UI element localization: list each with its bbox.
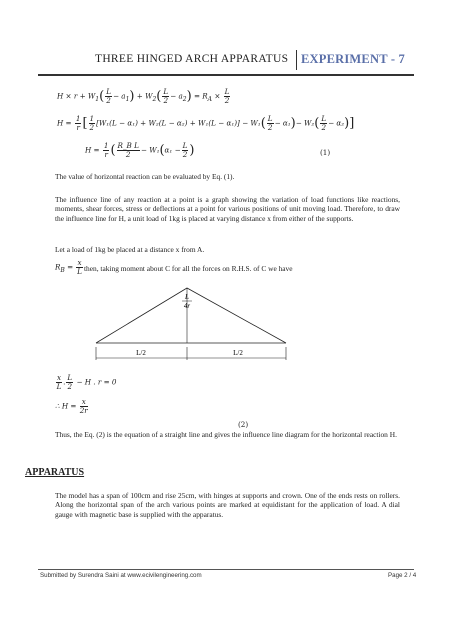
- paragraph-apparatus: The model has a span of 100cm and rise 25cm, with hinges at supports and crown. One of the ends rests on rollers. Along the horizontal span of the arch various points are marked at equidistant for the application of load. A dial gauge with magnetic base is supplied with the apparatus.: [55, 491, 400, 519]
- footer-submitted-by: Submitted by Surendra Saini at www.ecivilengineering.com: [40, 572, 202, 579]
- peak-numerator: L: [185, 293, 189, 301]
- experiment-label: EXPERIMENT - 7: [301, 52, 405, 66]
- equation-2: ∴ H = $\frac{x}{2r}$: [55, 397, 88, 415]
- header-rule: [38, 74, 414, 76]
- equation-horizontal-reaction-expanded: H = $\frac{1}{r}$ [ $\frac{1}{2}$ [W₁(L − α₁) + W₂(L − α₂) + W₁(L − α₁)] − W₁( $\frac{L}{2}$ − α₁)− W₂( $\frac{L}{2}$ − α₂)]: [57, 114, 355, 132]
- equation-1: H = $\frac{1}{r}$ ( $\frac{\text{R\_B L}}{2}$ − W₁(α₁ − $\frac{L}{2}$ ): [85, 141, 195, 159]
- page-number: Page 2 / 4: [388, 572, 417, 579]
- paragraph-load-position: Let a load of 1kg be placed at a distance x from A.: [55, 245, 205, 254]
- paragraph-influence-line: The influence line of any reaction at a point is a graph showing the variation of load functions like reactions, moments, shear forces, stress or deflections at a point for various positions of unit moving load. Therefore, to draw the influence line for H, a unit load of 1kg is placed at varying distance x from either of the supports.: [55, 195, 400, 223]
- equation-1-label: (1): [320, 148, 331, 157]
- page-header-title: THREE HINGED ARCH APPARATUS: [95, 53, 289, 65]
- paragraph-moment-about-c: then, taking moment about C for all the forces on R.H.S. of C we have: [84, 264, 293, 273]
- equation-moment-balance: $H \times r + W_1$( $\frac{L}{2}$ − $a_1) + W_2$( $\frac{L}{2}$ − $a_2) = R_A$ × $\frac{L}{2}$: [57, 87, 230, 105]
- influence-triangle: [96, 288, 286, 343]
- influence-line-diagram: [90, 276, 305, 366]
- peak-denominator: 4r: [183, 302, 191, 310]
- paragraph-straight-line: Thus, the Eq. (2) is the equation of a straight line and gives the influence line diagram for the horizontal reaction H.: [55, 430, 397, 439]
- paragraph-evaluate: The value of horizontal reaction can be evaluated by Eq. (1).: [55, 172, 235, 181]
- span-right-label: L/2: [233, 349, 243, 357]
- header-separator: [296, 50, 297, 70]
- section-heading-apparatus: APPARATUS: [25, 467, 85, 478]
- span-left-label: L/2: [136, 349, 146, 357]
- equation-2-label: (2): [238, 420, 249, 429]
- footer-rule: [38, 569, 414, 570]
- equation-moment-c: $\frac{x}{L}$ . $\frac{L}{2}$ − H . r = 0: [56, 373, 117, 391]
- equation-rb: $R_B$ = $\frac{x}{L}$: [55, 258, 82, 276]
